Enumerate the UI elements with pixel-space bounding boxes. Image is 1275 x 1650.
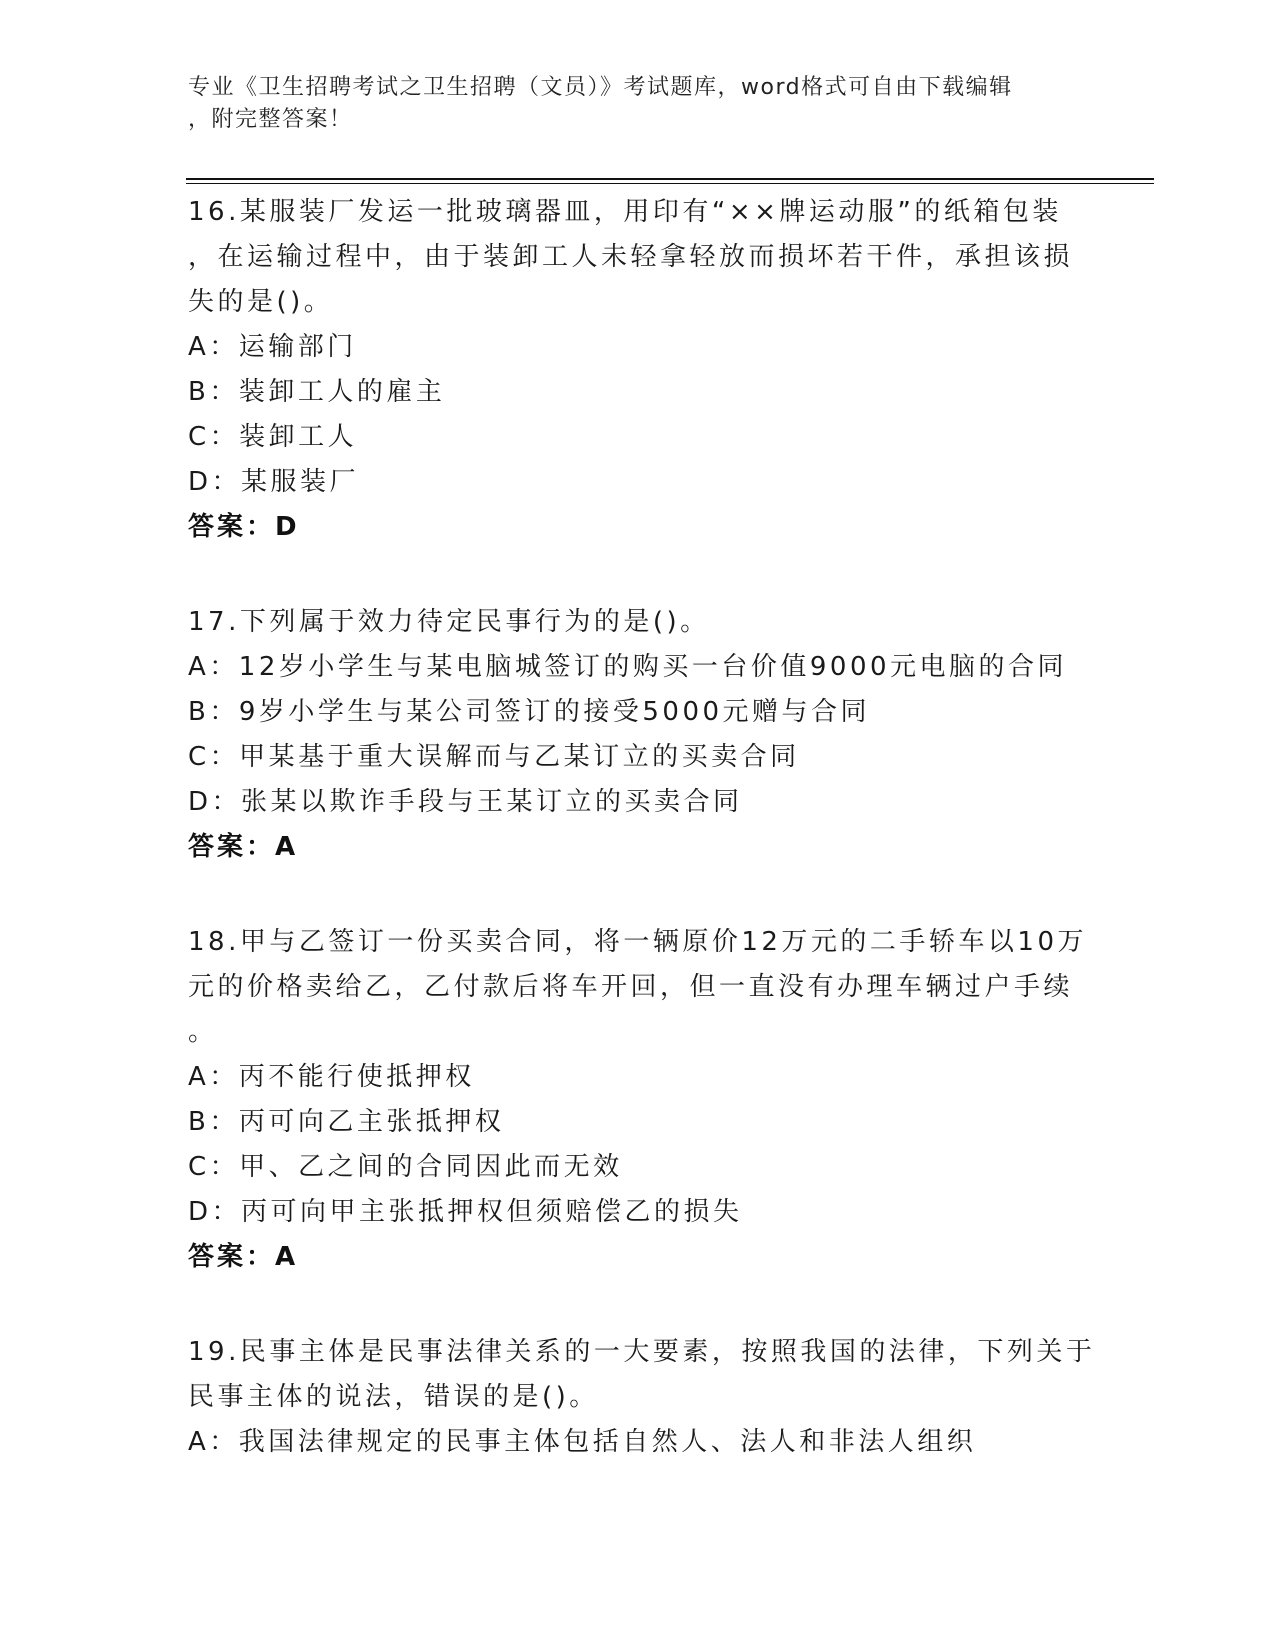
header-line-2: ，附完整答案！ [188,107,353,132]
question-text-line: 元的价格卖给乙，乙付款后将车开回，但一直没有办理车辆过户手续 [188,972,1074,1002]
header-rule-thin [186,183,1154,184]
option-d: D：张某以欺诈手段与王某订立的买卖合同 [188,787,743,817]
option-b: B：9岁小学生与某公司签订的接受5000元赠与合同 [188,697,871,727]
question-19 [188,1330,1096,1465]
document-header [188,72,1068,136]
question-text-line: 17.下列属于效力待定民事行为的是()。 [188,607,710,637]
option-d: D：某服装厂 [188,467,360,497]
question-text-line: 民事主体的说法，错误的是()。 [188,1382,599,1412]
question-text-line: 。 [188,1017,218,1047]
option-b: B：装卸工人的雇主 [188,377,446,407]
option-c: C：甲某基于重大误解而与乙某订立的买卖合同 [188,742,800,772]
question-16 [188,190,1088,550]
header-rule-thick [186,178,1154,180]
option-a: A：丙不能行使抵押权 [188,1062,475,1092]
header-line-1: 专业《卫生招聘考试之卫生招聘（文员）》考试题库，word格式可自由下载编辑 [188,75,1013,100]
question-text-line: 16.某服装厂发运一批玻璃器皿，用印有“××牌运动服”的纸箱包装 [188,197,1062,227]
question-18 [188,920,1088,1280]
option-d: D：丙可向甲主张抵押权但须赔偿乙的损失 [188,1197,743,1227]
question-17 [188,600,1088,870]
option-a: A：12岁小学生与某电脑城签订的购买一台价值9000元电脑的合同 [188,652,1068,682]
question-text-line: 失的是()。 [188,287,334,317]
option-c: C：甲、乙之间的合同因此而无效 [188,1152,623,1182]
question-text-line: 19.民事主体是民事法律关系的一大要素，按照我国的法律，下列关于 [188,1337,1096,1367]
option-a: A：我国法律规定的民事主体包括自然人、法人和非法人组织 [188,1427,977,1457]
option-b: B：丙可向乙主张抵押权 [188,1107,505,1137]
question-text-line: 18.甲与乙签订一份买卖合同，将一辆原价12万元的二手轿车以10万 [188,927,1088,957]
option-c: C：装卸工人 [188,422,358,452]
question-list [188,190,1096,1515]
option-a: A：运输部门 [188,332,357,362]
question-text-line: ，在运输过程中，由于装卸工人未轻拿轻放而损坏若干件，承担该损 [188,242,1074,272]
answer-label: 答案：D [188,512,300,542]
answer-label: 答案：A [188,832,299,862]
answer-label: 答案：A [188,1242,299,1272]
